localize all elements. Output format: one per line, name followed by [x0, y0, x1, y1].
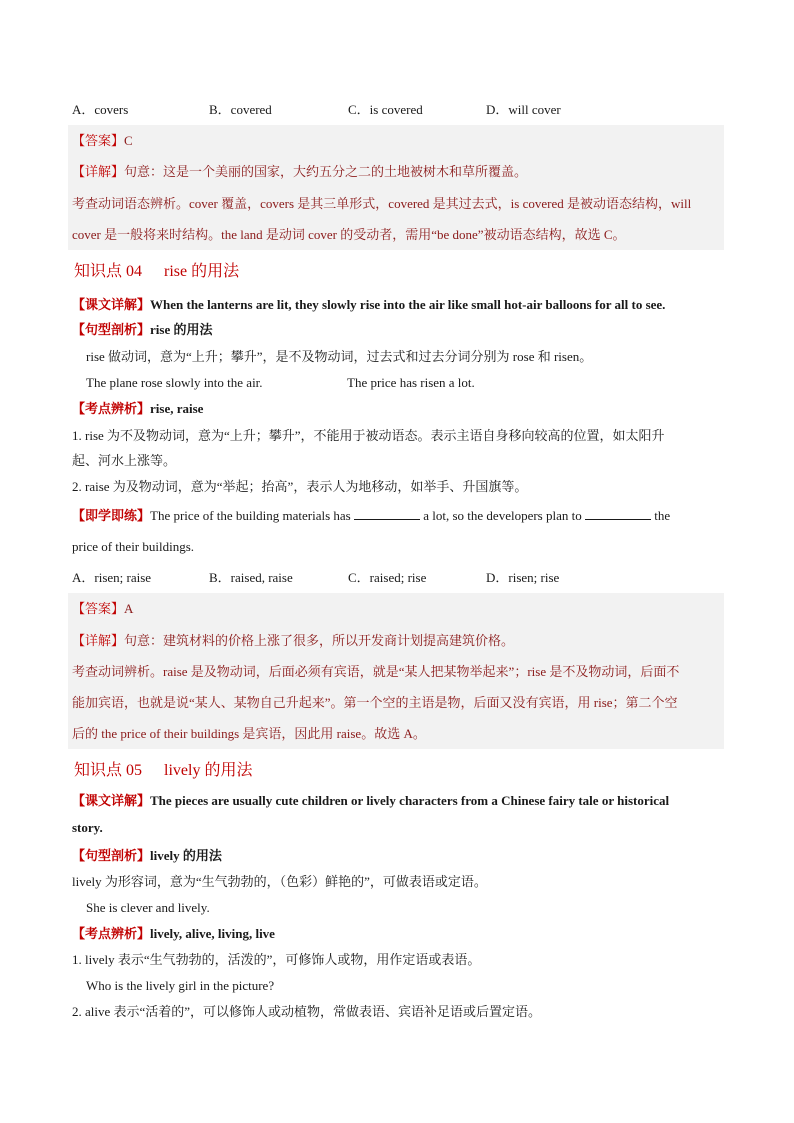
option-d: D．will cover	[486, 102, 561, 117]
point-2: 2. alive 表示“活着的”，可以修饰人或动植物，常做表语、宾语补足语或后置定语。	[72, 1004, 542, 1019]
kaodian-title: lively, alive, living, live	[150, 926, 275, 941]
juxing-title: lively 的用法	[150, 848, 222, 863]
example-1: She is clever and lively.	[86, 900, 210, 915]
kaodian-line	[72, 925, 275, 943]
section-heading-05	[74, 760, 252, 782]
detail-tag: 【详解】	[72, 164, 125, 179]
juxing-tag: 【句型剖析】	[72, 322, 151, 337]
kewen-text: The pieces are usually cute children or lively characters from a Chinese fairy tale or historical	[150, 793, 670, 808]
answer-tag: 【答案】	[72, 133, 125, 148]
heading-title: lively 的用法	[164, 762, 253, 779]
heading-number: 知识点 04	[74, 263, 143, 280]
option-a: A．covers	[72, 102, 129, 117]
point-1-example: Who is the lively girl in the picture?	[86, 978, 275, 993]
example-1: The plane rose slowly into the air.	[86, 375, 263, 390]
blank-2	[585, 507, 651, 520]
kewen-text: When the lanterns are lit, they slowly rise into the air like small hot-air balloons for all to see.	[150, 297, 666, 312]
point-1: 1. lively 表示“生气勃勃的，活泼的”，可修饰人或物，用作定语或表语。	[72, 952, 481, 967]
kaodian-tag: 【考点辨析】	[72, 926, 151, 941]
juxing-text: lively 为形容词，意为“生气勃勃的，（色彩）鲜艳的”，可做表语或定语。	[72, 874, 487, 889]
juxing-line	[72, 321, 212, 339]
practice-tag: 【即学即练】	[72, 508, 151, 523]
detail-line-4: 后的 the price of their buildings 是宾语，因此用 raise。故选 A。	[72, 726, 426, 741]
answer-line	[72, 132, 133, 150]
option-b: B．covered	[209, 102, 272, 117]
example-2: The price has risen a lot.	[347, 375, 475, 390]
juxing-tag: 【句型剖析】	[72, 848, 151, 863]
heading-title: rise 的用法	[164, 263, 240, 280]
section-heading-04	[74, 261, 239, 283]
juxing-text: rise 做动词，意为“上升；攀升”，是不及物动词，过去式和过去分词分别为 rose 和 risen。	[86, 349, 593, 364]
kewen-tag: 【课文详解】	[72, 297, 151, 312]
answer-tag: 【答案】	[72, 601, 125, 616]
practice-line-1: 【即学即练】The price of the building materials has a lot, so the developers plan to the	[72, 508, 671, 523]
option-b: B．raised, raise	[209, 570, 293, 585]
detail-line-1: 【详解】句意：建筑材料的价格上涨了很多，所以开发商计划提高建筑价格。	[72, 633, 515, 648]
juxing-line	[72, 847, 222, 865]
option-c: C．is covered	[348, 102, 423, 117]
detail-line-1: 【详解】句意：这是一个美丽的国家，大约五分之二的土地被树木和草所覆盖。	[72, 164, 528, 179]
kewen-line	[72, 296, 665, 314]
detail-line-2: 考查动词语态辨析。cover 覆盖，covers 是其三单形式，covered 是其过去式，is covered 是被动语态结构，will	[72, 196, 692, 211]
answer-value: C	[124, 133, 133, 148]
kaodian-line	[72, 400, 203, 418]
option-d: D．risen; rise	[486, 570, 560, 585]
answer-line	[72, 600, 133, 618]
blank-1	[354, 507, 420, 520]
juxing-title: rise 的用法	[150, 322, 213, 337]
option-a: A．risen; raise	[72, 570, 152, 585]
point-1-line-2: 起、河水上涨等。	[72, 453, 177, 468]
kewen-line-1	[72, 792, 669, 810]
detail-tag: 【详解】	[72, 633, 125, 648]
detail-line-3: cover 是一般将来时结构。the land 是动词 cover 的受动者，需用“be done”被动语态结构，故选 C。	[72, 227, 626, 242]
kewen-line-2: story.	[72, 820, 103, 835]
option-c: C．raised; rise	[348, 570, 427, 585]
kaodian-tag: 【考点辨析】	[72, 401, 151, 416]
answer-value: A	[124, 601, 134, 616]
detail-line-3: 能加宾语，也就是说“某人、某物自己升起来”。第一个空的主语是物，后面又没有宾语，用 rise；第二个空	[72, 695, 678, 710]
kewen-tag: 【课文详解】	[72, 793, 151, 808]
practice-line-2: price of their buildings.	[72, 539, 195, 554]
point-1-line-1: 1. rise 为不及物动词，意为“上升；攀升”，不能用于被动语态。表示主语自身移向较高的位置，如太阳升	[72, 428, 665, 443]
detail-line-2: 考查动词辨析。raise 是及物动词，后面必须有宾语，就是“某人把某物举起来”；rise 是不及物动词，后面不	[72, 664, 680, 679]
heading-number: 知识点 05	[74, 762, 143, 779]
kaodian-title: rise, raise	[150, 401, 204, 416]
point-2: 2. raise 为及物动词，意为“举起；抬高”，表示人为地移动，如举手、升国旗等。	[72, 479, 528, 494]
